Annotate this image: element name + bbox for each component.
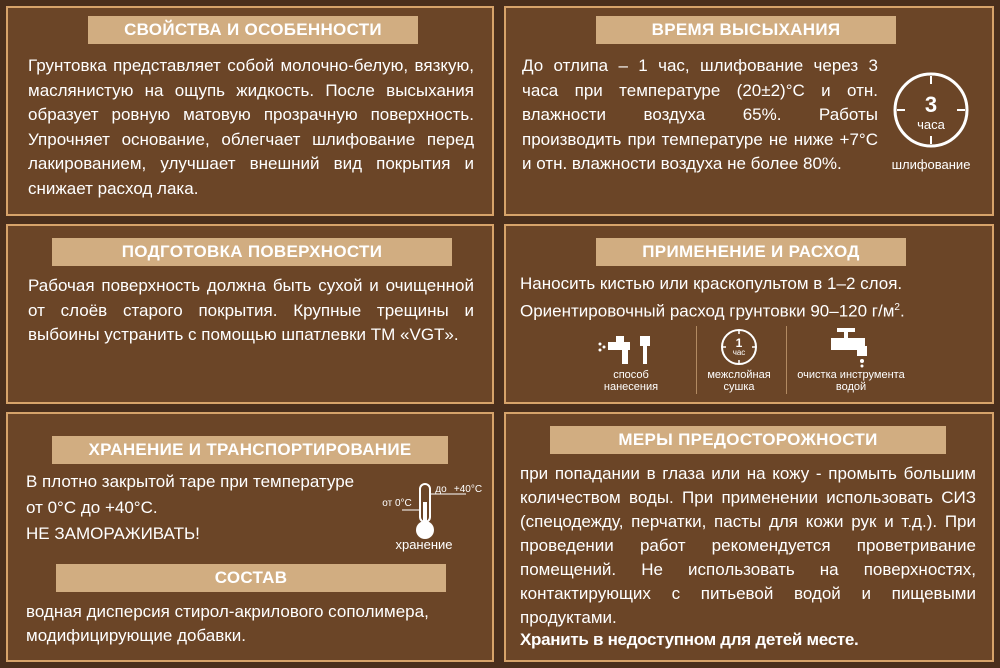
clock-unit: часа	[917, 117, 945, 132]
storage-title: ХРАНЕНИЕ И ТРАНСПОРТИРОВАНИЕ	[52, 436, 448, 464]
icon3-caption-2: водой	[835, 381, 867, 393]
clock-caption: шлифование	[891, 157, 971, 172]
icon-divider-1	[696, 326, 697, 394]
icon2-caption-2: сушка	[723, 381, 755, 393]
precautions-bold-line: Хранить в недоступном для детей месте.	[520, 630, 859, 649]
precautions-panel	[504, 412, 994, 662]
application-line-1: Наносить кистью или краскопультом в 1–2 слоя.	[520, 274, 903, 293]
icon1-caption-2: нанесения	[603, 381, 659, 393]
icon3-caption-1: очистка инструмента	[797, 369, 905, 381]
preparation-text: Рабочая поверхность должна быть сухой и очищенной от слоёв старого покрытия. Крупные трещины и выбоины устранить с помощью шпатлевки ТМ «VGT».	[28, 276, 474, 344]
composition-line-1: водная дисперсия стирол-акрилового сополимера,	[26, 602, 429, 621]
thermo-caption: хранение	[395, 537, 453, 552]
storage-line-1: В плотно закрытой таре при температуре	[26, 472, 355, 491]
storage-panel	[6, 412, 494, 662]
precautions-text: при попадании в глаза или на кожу - промыть большим количеством воды. При применении использовать СИЗ (спецодежду, перчатки, пасты для кожи рук и т.д.). При проведении работ рекомендуется проветривание помещений. Не использовать на поверхностях, контактирующих с питьевой водой и пищевыми продуктами.	[520, 464, 976, 627]
small-clock-number: 1	[735, 336, 743, 350]
application-panel	[504, 224, 994, 404]
small-clock-unit: час	[732, 348, 746, 357]
properties-text: Грунтовка представляет собой молочно-белую, вязкую, маслянистую на ощупь жидкость. После высыхания образует ровную матовую прозрачную поверхность. Упрочняет основание, облегчает шлифование перед лакированием, улучшает внешний вид покрытия и снижает расход лака.	[28, 56, 474, 198]
thermo-to: +40°С	[453, 484, 483, 495]
precautions-title: МЕРЫ ПРЕДОСТОРОЖНОСТИ	[550, 426, 946, 454]
drying-title: ВРЕМЯ ВЫСЫХАНИЯ	[596, 16, 896, 44]
storage-line-2: от 0°С до +40°С.	[26, 498, 158, 517]
drying-text: До отлипа – 1 час, шлифование через 3 часа при температуре (20±2)°С и отн. влажности воздуха 65%. Работы производить при температуре не ниже +7°С и отн. влажности воздуха не более 80%.	[522, 56, 878, 173]
application-line-2: Ориентировочный расход грунтовки 90–120 $г/м^2$.	[520, 301, 905, 321]
icon-divider-2	[786, 326, 787, 394]
icon1-caption-1: способ	[613, 369, 649, 381]
application-title: ПРИМЕНЕНИЕ И РАСХОД	[596, 238, 906, 266]
composition-title: СОСТАВ	[56, 564, 446, 592]
clock-number: 3	[924, 92, 938, 117]
spray-brush-icon	[596, 332, 666, 368]
properties-title: СВОЙСТВА И ОСОБЕННОСТИ	[88, 16, 418, 44]
thermometer-icon	[400, 482, 470, 542]
faucet-icon	[829, 326, 873, 368]
preparation-title: ПОДГОТОВКА ПОВЕРХНОСТИ	[52, 238, 452, 266]
composition-line-2: модифицирующие добавки.	[26, 626, 246, 645]
thermo-from: от 0°С	[382, 498, 412, 509]
icon2-caption-1: межслойная	[707, 369, 771, 381]
preparation-panel	[6, 224, 494, 404]
thermo-to-prefix: до	[435, 484, 447, 495]
drying-panel	[504, 6, 994, 216]
properties-panel	[6, 6, 494, 216]
storage-line-3: НЕ ЗАМОРАЖИВАТЬ!	[26, 524, 200, 543]
